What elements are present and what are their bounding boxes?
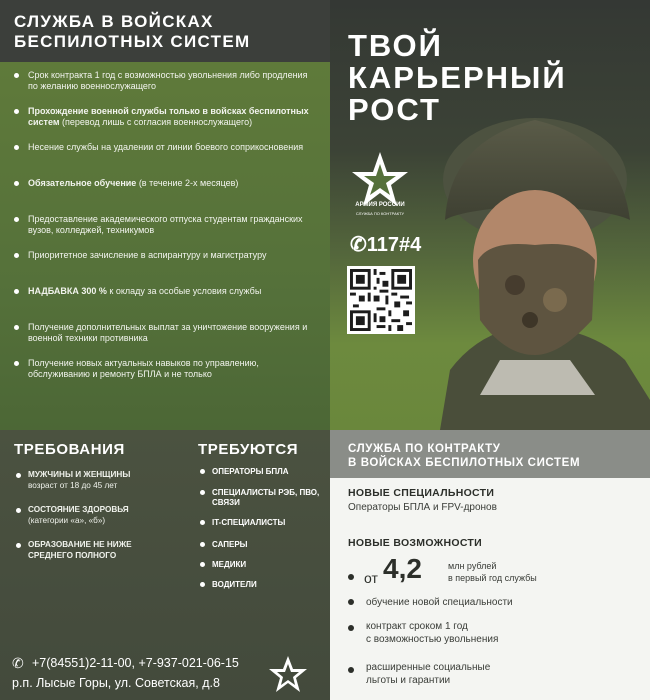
benefit-item: НАДБАВКА 300 % к окладу за особые условия службы bbox=[10, 286, 310, 322]
requirement-item: СОСТОЯНИЕ ЗДОРОВЬЯ (категории «а», «б») bbox=[14, 505, 189, 526]
benefits-list bbox=[10, 70, 310, 394]
benefit-item: Получение дополнительных выплат за уничтожение вооружения и военной техники противника bbox=[10, 322, 310, 358]
benefit-item: Обязательное обучение (в течение 2-х месяцев) bbox=[10, 178, 310, 214]
contract-title-line2: В ВОЙСКАХ БЕСПИЛОТНЫХ СИСТЕМ bbox=[348, 457, 581, 469]
opportunities-heading: НОВЫЕ ВОЗМОЖНОСТИ bbox=[348, 537, 482, 549]
hero-title-line3: РОСТ bbox=[348, 92, 441, 127]
hero-title-line1: ТВОЙ bbox=[348, 28, 443, 63]
phone-icon: ✆ bbox=[12, 655, 24, 671]
requirements-title: ТРЕБОВАНИЯ bbox=[14, 441, 125, 458]
opportunity-item: расширенные социальные льготы и гарантии bbox=[366, 662, 491, 686]
bullet-dot bbox=[348, 599, 354, 605]
header-title-line2: БЕСПИЛОТНЫХ СИСТЕМ bbox=[14, 32, 251, 51]
contract-title-line1: СЛУЖБА ПО КОНТРАКТУ bbox=[348, 443, 501, 455]
contact-address: р.п. Лысые Горы, ул. Советская, д.8 bbox=[12, 676, 220, 690]
needed-item: САПЕРЫ bbox=[198, 540, 328, 550]
specialties-text: Операторы БПЛА и FPV-дронов bbox=[348, 502, 497, 513]
bullet-dot bbox=[348, 625, 354, 631]
amount-value: 4,2 bbox=[383, 553, 422, 584]
needed-item: IT-СПЕЦИАЛИСТЫ bbox=[198, 518, 328, 528]
needed-item: ВОДИТЕЛИ bbox=[198, 580, 328, 590]
benefit-item: Приоритетное зачисление в аспирантуру и магистратуру bbox=[10, 250, 310, 286]
specialties-heading: НОВЫЕ СПЕЦИАЛЬНОСТИ bbox=[348, 487, 495, 499]
header-title-line1: СЛУЖБА В ВОЙСКАХ bbox=[14, 12, 214, 31]
requirement-item: ОБРАЗОВАНИЕ НЕ НИЖЕ СРЕДНЕГО ПОЛНОГО bbox=[14, 540, 164, 561]
army-logo-icon bbox=[268, 654, 308, 694]
benefit-item: Несение службы на удалении от линии боевого соприкосновения bbox=[10, 142, 310, 178]
phone-code[interactable]: ✆117#4 bbox=[350, 234, 422, 256]
bullet-dot bbox=[348, 574, 354, 580]
hero-title-line2: КАРЬЕРНЫЙ bbox=[348, 60, 567, 95]
benefit-item: Срок контракта 1 год с возможностью увольнения либо продления по желанию военнослужащего bbox=[10, 70, 310, 106]
benefit-item: Прохождение военной службы только в войсках беспилотных систем (перевод лишь с согласия военнослужащего) bbox=[10, 106, 310, 142]
requirement-item: МУЖЧИНЫ И ЖЕНЩИНЫ возраст от 18 до 45 лет bbox=[14, 470, 189, 491]
benefit-item: Предоставление академического отпуска студентам гражданских вузов, колледжей, техникумов bbox=[10, 214, 310, 250]
qr-code-icon[interactable] bbox=[347, 266, 415, 334]
emblem-title: АРМИЯ РОССИИ bbox=[355, 202, 405, 208]
amount-note: млн рублей в первый год службы bbox=[448, 561, 537, 583]
contact-phones[interactable]: +7(84551)2-11-00, +7-937-021-06-15 bbox=[32, 656, 239, 670]
needed-title: ТРЕБУЮТСЯ bbox=[198, 441, 299, 458]
needed-item: МЕДИКИ bbox=[198, 560, 328, 570]
opportunity-item: обучение новой специальности bbox=[366, 597, 513, 608]
amount-prefix: от bbox=[364, 570, 378, 586]
needed-item: ОПЕРАТОРЫ БПЛА bbox=[198, 467, 328, 477]
opportunity-item: контракт сроком 1 год с возможностью увольнения bbox=[366, 621, 499, 645]
emblem-subtitle: СЛУЖБА ПО КОНТРАКТУ bbox=[355, 211, 405, 216]
benefit-item: Получение новых актуальных навыков по управлению, обслуживанию и ремонту БПЛА и не только bbox=[10, 358, 310, 394]
bullet-dot bbox=[348, 667, 354, 673]
needed-item: СПЕЦИАЛИСТЫ РЭБ, ПВО, СВЯЗИ bbox=[198, 488, 328, 508]
soldier-image bbox=[420, 110, 650, 430]
